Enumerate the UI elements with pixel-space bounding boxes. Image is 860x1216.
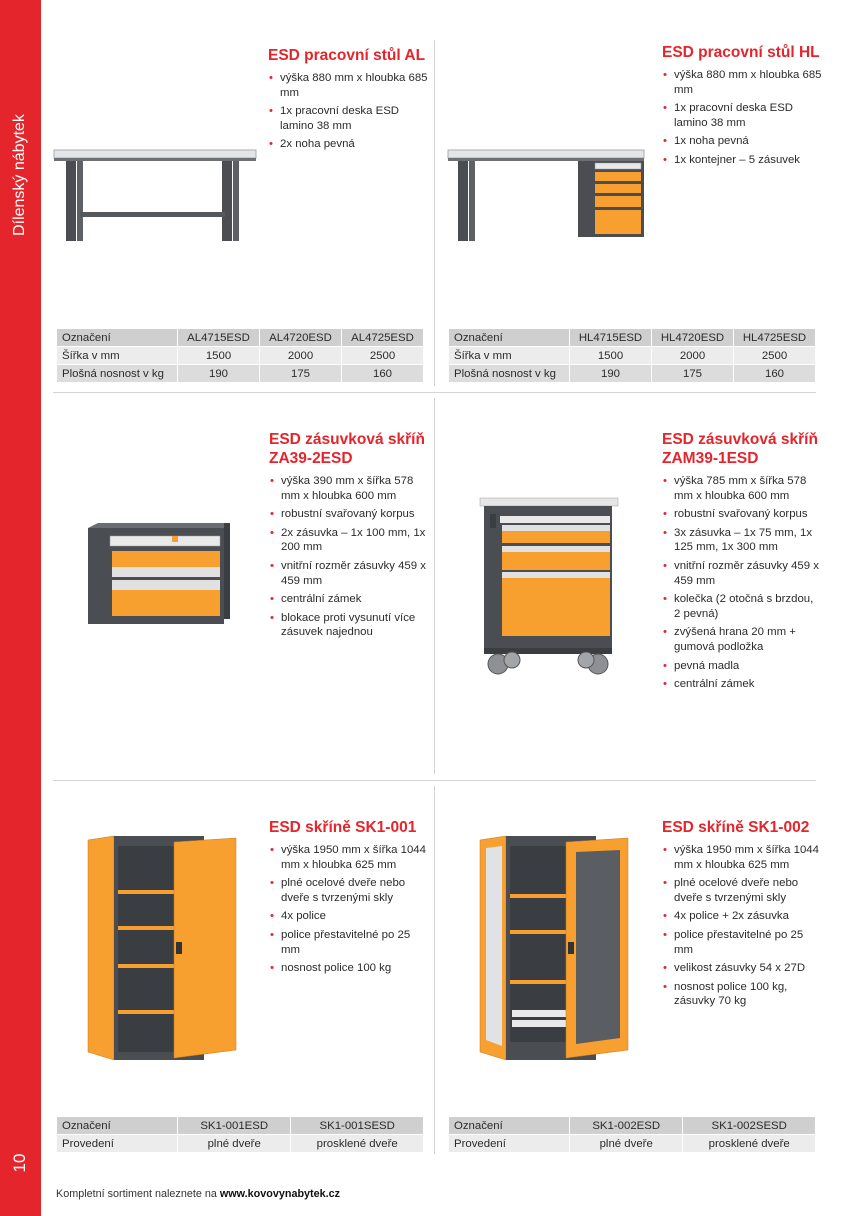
cabinet-sk1-001-image [86, 834, 238, 1060]
workbench-hl-image [446, 140, 648, 245]
drawer-cabinet-za-image [86, 522, 232, 626]
table-cell: 190 [178, 365, 260, 383]
table-row [57, 1135, 424, 1153]
feature-list [268, 71, 428, 152]
feature-list [269, 474, 429, 640]
feature-item: • nosnost police 100 kg [269, 961, 429, 976]
table-cell: Plošná nosnost v kg [449, 365, 570, 383]
workbench-al-image [52, 140, 262, 245]
table-cell: plné dveře [178, 1135, 291, 1153]
spec-table-sk1 [56, 1116, 424, 1153]
table-row [57, 347, 424, 365]
feature-item: • robustní svařovaný korpus [269, 507, 429, 522]
sidebar [0, 0, 41, 1216]
section-title: Dílenský nábytek [11, 114, 28, 236]
spec-table-sk2 [448, 1116, 816, 1153]
table-row [449, 1135, 816, 1153]
table-cell: AL4715ESD [178, 329, 260, 347]
table-cell: SK1-001SESD [291, 1117, 424, 1135]
feature-item: • výška 390 mm x šířka 578 mm x hloubka 600 mm [269, 474, 429, 503]
table-cell: SK1-001ESD [178, 1117, 291, 1135]
product-model: ZA39-2ESD [269, 450, 353, 467]
feature-list [662, 68, 822, 168]
feature-item: • 1x noha pevná [662, 134, 822, 149]
table-cell: 190 [570, 365, 652, 383]
table-cell: 160 [734, 365, 816, 383]
feature-item: • plné ocelové dveře nebo dveře s tvrzenými skly [269, 876, 429, 905]
table-row [449, 347, 816, 365]
feature-item: • plné ocelové dveře nebo dveře s tvrzenými skly [662, 876, 822, 905]
cabinet-sk1-002-image [478, 834, 630, 1060]
table-cell: Šířka v mm [57, 347, 178, 365]
product-title: ESD pracovní stůl AL [268, 47, 426, 64]
feature-item: • výška 1950 mm x šířka 1044 mm x hloubka 625 mm [662, 843, 822, 872]
product-title-line: ESD zásuvková skříň [269, 431, 425, 448]
page-number: 10 [10, 1153, 29, 1173]
product-title: ESD skříně SK1-002 [662, 819, 810, 836]
table-cell: prosklené dveře [291, 1135, 424, 1153]
row-divider [53, 392, 816, 393]
feature-item: • výška 880 mm x hloubka 685 mm [268, 71, 428, 100]
drawer-cabinet-zam-image [476, 494, 624, 680]
table-cell: 2500 [734, 347, 816, 365]
table-cell: Označení [57, 329, 178, 347]
feature-item: • centrální zámek [662, 677, 822, 692]
table-cell: 2000 [260, 347, 342, 365]
feature-item: • velikost zásuvky 54 x 27D [662, 961, 822, 976]
feature-item: • nosnost police 100 kg, zásuvky 70 kg [662, 980, 822, 1009]
table-cell: AL4720ESD [260, 329, 342, 347]
table-cell: 2500 [342, 347, 424, 365]
product-title: ESD skříně SK1-001 [269, 819, 417, 836]
feature-item: • 1x pracovní deska ESD lamino 38 mm [662, 101, 822, 130]
feature-item: • police přestavitelné po 25 mm [269, 928, 429, 957]
feature-item: • 4x police [269, 909, 429, 924]
table-cell: 1500 [570, 347, 652, 365]
table-cell: HL4725ESD [734, 329, 816, 347]
product-zam [662, 430, 822, 696]
feature-item: • vnitřní rozměr zásuvky 459 x 459 mm [662, 559, 822, 588]
feature-list [662, 843, 822, 1009]
spec-table-hl [448, 328, 816, 383]
product-title: ESD pracovní stůl HL [662, 44, 820, 61]
table-cell: 2000 [652, 347, 734, 365]
table-row [57, 1117, 424, 1135]
feature-item: • 2x noha pevná [268, 137, 428, 152]
column-divider [434, 786, 435, 1154]
product-al [268, 46, 428, 156]
feature-item: • 3x zásuvka – 1x 75 mm, 1x 125 mm, 1x 300 mm [662, 526, 822, 555]
feature-item: • centrální zámek [269, 592, 429, 607]
table-cell: AL4725ESD [342, 329, 424, 347]
footer-text: Kompletní sortiment naleznete na [56, 1188, 217, 1200]
table-cell: Provedení [57, 1135, 178, 1153]
product-sk2 [662, 818, 822, 1013]
feature-item: • police přestavitelné po 25 mm [662, 928, 822, 957]
row-divider [53, 780, 816, 781]
table-cell: Plošná nosnost v kg [57, 365, 178, 383]
table-row [449, 1117, 816, 1135]
product-title [269, 430, 429, 468]
table-cell: SK1-002SESD [683, 1117, 816, 1135]
table-cell: HL4720ESD [652, 329, 734, 347]
footer [56, 1188, 340, 1200]
table-cell: plné dveře [570, 1135, 683, 1153]
table-cell: 1500 [178, 347, 260, 365]
table-cell: 160 [342, 365, 424, 383]
spec-table-al [56, 328, 424, 383]
feature-item: • pevná madla [662, 659, 822, 674]
table-cell: 175 [652, 365, 734, 383]
feature-item: • zvýšená hrana 20 mm + gumová podložka [662, 625, 822, 654]
table-cell: HL4715ESD [570, 329, 652, 347]
product-hl [662, 43, 822, 172]
column-divider [434, 40, 435, 386]
website-link[interactable]: www.kovovynabytek.cz [219, 1188, 341, 1200]
feature-item: • 2x zásuvka – 1x 100 mm, 1x 200 mm [269, 526, 429, 555]
feature-item: • výška 785 mm x šířka 578 mm x hloubka 600 mm [662, 474, 822, 503]
table-row [57, 329, 424, 347]
table-cell: 175 [260, 365, 342, 383]
table-row [449, 365, 816, 383]
feature-item: • 1x kontejner – 5 zásuvek [662, 153, 822, 168]
feature-item: • 1x pracovní deska ESD lamino 38 mm [268, 104, 428, 133]
product-za [269, 430, 429, 644]
feature-item: • vnitřní rozměr zásuvky 459 x 459 mm [269, 559, 429, 588]
product-title [662, 430, 822, 468]
column-divider [434, 398, 435, 774]
table-cell: Provedení [449, 1135, 570, 1153]
feature-list [269, 843, 429, 976]
product-model: ZAM39-1ESD [662, 450, 759, 467]
table-cell: Šířka v mm [449, 347, 570, 365]
feature-item: • blokace proti vysunutí více zásuvek najednou [269, 611, 429, 640]
table-cell: Označení [57, 1117, 178, 1135]
product-title-line: ESD zásuvková skříň [662, 431, 818, 448]
table-cell: Označení [449, 329, 570, 347]
table-row [57, 365, 424, 383]
feature-item: • robustní svařovaný korpus [662, 507, 822, 522]
table-cell: Označení [449, 1117, 570, 1135]
table-row [449, 329, 816, 347]
table-cell: SK1-002ESD [570, 1117, 683, 1135]
feature-list [662, 474, 822, 692]
product-sk1 [269, 818, 429, 980]
feature-item: • kolečka (2 otočná s brzdou, 2 pevná) [662, 592, 822, 621]
table-cell: prosklené dveře [683, 1135, 816, 1153]
feature-item: • výška 1950 mm x šířka 1044 mm x hloubka 625 mm [269, 843, 429, 872]
feature-item: • výška 880 mm x hloubka 685 mm [662, 68, 822, 97]
feature-item: • 4x police + 2x zásuvka [662, 909, 822, 924]
